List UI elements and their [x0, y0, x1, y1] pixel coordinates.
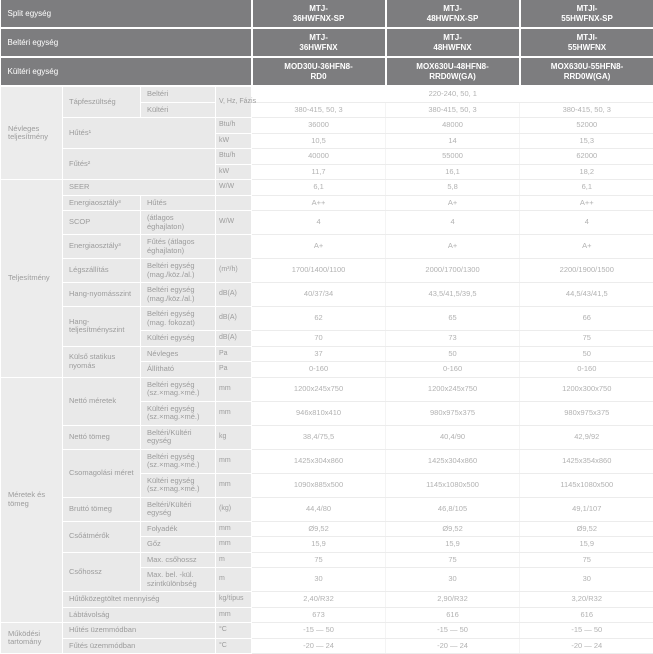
spec-value: 75: [520, 331, 653, 347]
spec-value: 380-415, 50, 3: [252, 102, 386, 118]
spec-sublabel: Beltéri egység (sz.×mag.×mé.): [141, 377, 216, 401]
unit-label: W/W: [216, 211, 252, 235]
spec-value: 6,1: [520, 180, 653, 196]
header-row: [1, 0, 653, 28]
product-family-label: Beltéri egység: [1, 28, 252, 57]
spec-row: [1, 235, 653, 259]
spec-label: Hang-teljesítményszint: [63, 307, 141, 347]
spec-value: 4: [520, 211, 653, 235]
unit-label: kg: [216, 425, 252, 449]
spec-value: 18,2: [520, 164, 653, 180]
spec-value: 62: [252, 307, 386, 331]
spec-value: 44,4/80: [252, 497, 386, 521]
section-label: Működési tartomány: [1, 623, 63, 654]
spec-value: 1425x304x860: [386, 449, 520, 473]
spec-label: Csőátmérők: [63, 521, 141, 552]
spec-value: 16,1: [386, 164, 520, 180]
spec-value: 380-415, 50, 3: [520, 102, 653, 118]
spec-value: 52000: [520, 118, 653, 134]
spec-label: Tápfeszültség: [63, 86, 141, 118]
spec-value: 75: [386, 552, 520, 568]
model-name: MOD30U-36HFN8- RD0: [252, 57, 386, 86]
spec-value: 2,40/R32: [252, 592, 386, 608]
spec-value: 4: [386, 211, 520, 235]
spec-value: A+: [520, 235, 653, 259]
spec-row: [1, 449, 653, 473]
spec-value: 980x975x375: [386, 401, 520, 425]
spec-label: Energiaosztály³: [63, 195, 141, 211]
spec-sublabel: Kültéri egység (sz.×mag.×mé.): [141, 401, 216, 425]
spec-value: Ø9,52: [386, 521, 520, 537]
unit-label: Pa: [216, 346, 252, 362]
unit-label: (m³/h): [216, 259, 252, 283]
spec-sublabel: Állítható: [141, 362, 216, 378]
spec-sublabel: Folyadék: [141, 521, 216, 537]
spec-value: 1145x1080x500: [520, 473, 653, 497]
unit-label: mm: [216, 473, 252, 497]
spec-label: Lábtávolság: [63, 607, 216, 623]
spec-value: 1200x300x750: [520, 377, 653, 401]
unit-label: [216, 195, 252, 211]
model-name: MTJI- 55HWFNX-SP: [520, 0, 653, 28]
spec-value: 1200x245x750: [252, 377, 386, 401]
spec-sublabel: Max. csőhossz: [141, 552, 216, 568]
spec-value: 10,5: [252, 133, 386, 149]
spec-sublabel: Hűtés: [141, 195, 216, 211]
spec-sublabel: Beltéri/Kültéri egység: [141, 497, 216, 521]
spec-value: 42,9/92: [520, 425, 653, 449]
spec-value: 946x810x410: [252, 401, 386, 425]
header-row: [1, 28, 653, 57]
spec-value: A+: [252, 235, 386, 259]
spec-value: A++: [520, 195, 653, 211]
unit-label: kW: [216, 133, 252, 149]
spec-value: 1145x1080x500: [386, 473, 520, 497]
spec-row: [1, 638, 653, 654]
spec-label: Nettó méretek: [63, 377, 141, 425]
unit-label: mm: [216, 607, 252, 623]
spec-value: 36000: [252, 118, 386, 134]
spec-value: 5,8: [386, 180, 520, 196]
section-label: Teljesítmény: [1, 180, 63, 378]
header-row: [1, 57, 653, 86]
spec-sublabel: Beltéri egység (mag./köz./al.): [141, 259, 216, 283]
spec-value: 2000/1700/1300: [386, 259, 520, 283]
spec-value: 43,5/41,5/39,5: [386, 283, 520, 307]
spec-value: 2,90/R32: [386, 592, 520, 608]
spec-value: 48000: [386, 118, 520, 134]
spec-label: Külső statikus nyomás: [63, 346, 141, 377]
model-name: MOX630U-55HFN8- RRD0W(GA): [520, 57, 653, 86]
unit-label: Btu/h: [216, 118, 252, 134]
spec-row: [1, 346, 653, 362]
spec-value: 0-160: [520, 362, 653, 378]
unit-label: W/W: [216, 180, 252, 196]
spec-value: 30: [252, 568, 386, 592]
spec-value: 15,3: [520, 133, 653, 149]
spec-sublabel: Beltéri egység (sz.×mag.×mé.): [141, 449, 216, 473]
unit-label: dB(A): [216, 331, 252, 347]
spec-value: A+: [386, 235, 520, 259]
spec-row: [1, 607, 653, 623]
spec-value: 40/37/34: [252, 283, 386, 307]
spec-sublabel: Fűtés (átlagos éghajlaton): [141, 235, 216, 259]
spec-row: [1, 86, 653, 102]
spec-value: -15 — 50: [520, 623, 653, 639]
spec-label: Csomagolási méret: [63, 449, 141, 497]
spec-value: -20 — 24: [252, 638, 386, 654]
spec-value: 55000: [386, 149, 520, 165]
unit-label: V, Hz, Fázis: [216, 86, 252, 118]
unit-label: (kg): [216, 497, 252, 521]
spec-row: [1, 259, 653, 283]
spec-value: 1700/1400/1100: [252, 259, 386, 283]
unit-label: Btu/h: [216, 149, 252, 165]
unit-label: °C: [216, 638, 252, 654]
spec-value: 11,7: [252, 164, 386, 180]
spec-row: [1, 592, 653, 608]
unit-label: mm: [216, 401, 252, 425]
unit-label: [216, 235, 252, 259]
spec-label: SEER: [63, 180, 216, 196]
unit-label: mm: [216, 521, 252, 537]
spec-value: 2200/1900/1500: [520, 259, 653, 283]
spec-value: 15,9: [252, 537, 386, 553]
unit-label: dB(A): [216, 307, 252, 331]
unit-label: m: [216, 568, 252, 592]
spec-value: A++: [252, 195, 386, 211]
spec-value: 37: [252, 346, 386, 362]
spec-value: 70: [252, 331, 386, 347]
spec-label: Hűtés üzemmódban: [63, 623, 216, 639]
spec-value: 4: [252, 211, 386, 235]
spec-value: -15 — 50: [386, 623, 520, 639]
spec-value: 673: [252, 607, 386, 623]
spec-label: Hang-nyomásszint: [63, 283, 141, 307]
spec-value: 0-160: [252, 362, 386, 378]
spec-value: 15,9: [520, 537, 653, 553]
spec-value: 0-160: [386, 362, 520, 378]
spec-value: 15,9: [386, 537, 520, 553]
spec-value: 75: [252, 552, 386, 568]
unit-label: dB(A): [216, 283, 252, 307]
product-family-label: Split egység: [1, 0, 252, 28]
spec-value: 65: [386, 307, 520, 331]
spec-row: [1, 307, 653, 331]
spec-label: Hűtőközegtöltet mennyiség: [63, 592, 216, 608]
spec-sublabel: Kültéri: [141, 102, 216, 118]
spec-value: 1425x354x860: [520, 449, 653, 473]
spec-value: 38,4/75,5: [252, 425, 386, 449]
spec-value: 49,1/107: [520, 497, 653, 521]
spec-value: A+: [386, 195, 520, 211]
spec-value: 50: [386, 346, 520, 362]
spec-value: 30: [386, 568, 520, 592]
spec-value: -20 — 24: [520, 638, 653, 654]
spec-value: 616: [520, 607, 653, 623]
spec-value: Ø9,52: [252, 521, 386, 537]
spec-row: [1, 118, 653, 134]
model-name: MTJ- 48HWFNX-SP: [386, 0, 520, 28]
unit-label: mm: [216, 449, 252, 473]
spec-value: 616: [386, 607, 520, 623]
spec-row: [1, 283, 653, 307]
spec-value: 14: [386, 133, 520, 149]
product-family-label: Kültéri egység: [1, 57, 252, 86]
unit-label: Pa: [216, 362, 252, 378]
model-name: MOX630U-48HFN8- RRD0W(GA): [386, 57, 520, 86]
table-body: [1, 86, 653, 654]
table-header: [1, 0, 653, 86]
spec-value: 40000: [252, 149, 386, 165]
spec-sublabel: Kültéri egység: [141, 331, 216, 347]
spec-value: 1425x304x860: [252, 449, 386, 473]
model-name: MTJ- 36HWFNX: [252, 28, 386, 57]
spec-row: [1, 180, 653, 196]
model-name: MTJ- 36HWFNX-SP: [252, 0, 386, 28]
spec-label: Fűtés²: [63, 149, 216, 180]
spec-label: Bruttó tömeg: [63, 497, 141, 521]
spec-label: Hűtés¹: [63, 118, 216, 149]
spec-value: 66: [520, 307, 653, 331]
spec-sublabel: Beltéri egység (mag. fokozat): [141, 307, 216, 331]
spec-value: 62000: [520, 149, 653, 165]
model-name: MTJ- 48HWFNX: [386, 28, 520, 57]
spec-value: 30: [520, 568, 653, 592]
spec-value: 44,5/43/41,5: [520, 283, 653, 307]
spec-value: 1200x245x750: [386, 377, 520, 401]
spec-value: 40,4/90: [386, 425, 520, 449]
spec-row: [1, 497, 653, 521]
spec-sublabel: Kültéri egység (sz.×mag.×mé.): [141, 473, 216, 497]
spec-label: Fűtés üzemmódban: [63, 638, 216, 654]
spec-label: SCOP: [63, 211, 141, 235]
unit-label: kg/típus: [216, 592, 252, 608]
spec-row: [1, 211, 653, 235]
spec-label: Nettó tömeg: [63, 425, 141, 449]
spec-value: 75: [520, 552, 653, 568]
spec-value: -15 — 50: [252, 623, 386, 639]
spec-value: 6,1: [252, 180, 386, 196]
spec-value: 46,8/105: [386, 497, 520, 521]
spec-value: 50: [520, 346, 653, 362]
spec-row: [1, 425, 653, 449]
spec-value: -20 — 24: [386, 638, 520, 654]
spec-row: [1, 149, 653, 165]
spec-value: 220-240, 50, 1: [252, 86, 653, 102]
spec-sublabel: Beltéri/Kültéri egység: [141, 425, 216, 449]
spec-sublabel: Gőz: [141, 537, 216, 553]
spec-label: Energiaosztály³: [63, 235, 141, 259]
spec-sublabel: (átlagos éghajlaton): [141, 211, 216, 235]
section-label: Méretek és tömeg: [1, 377, 63, 623]
spec-row: [1, 195, 653, 211]
spec-row: [1, 552, 653, 568]
unit-label: mm: [216, 377, 252, 401]
spec-value: 980x975x375: [520, 401, 653, 425]
spec-sublabel: Névleges: [141, 346, 216, 362]
unit-label: mm: [216, 537, 252, 553]
spec-sublabel: Max. bel. -kül. szintkülönbség: [141, 568, 216, 592]
spec-value: Ø9,52: [520, 521, 653, 537]
spec-label: Légszállítás: [63, 259, 141, 283]
spec-label: Csőhossz: [63, 552, 141, 592]
section-label: Névleges teljesítmény: [1, 86, 63, 180]
spec-value: 73: [386, 331, 520, 347]
spec-row: [1, 521, 653, 537]
spec-value: 1090x885x500: [252, 473, 386, 497]
unit-label: kW: [216, 164, 252, 180]
unit-label: °C: [216, 623, 252, 639]
unit-label: m: [216, 552, 252, 568]
spec-sublabel: Beltéri: [141, 86, 216, 102]
spec-row: [1, 377, 653, 401]
spec-value: 380-415, 50, 3: [386, 102, 520, 118]
model-name: MTJI- 55HWFNX: [520, 28, 653, 57]
spec-sublabel: Beltéri egység (mag./köz./al.): [141, 283, 216, 307]
spec-value: 3,20/R32: [520, 592, 653, 608]
